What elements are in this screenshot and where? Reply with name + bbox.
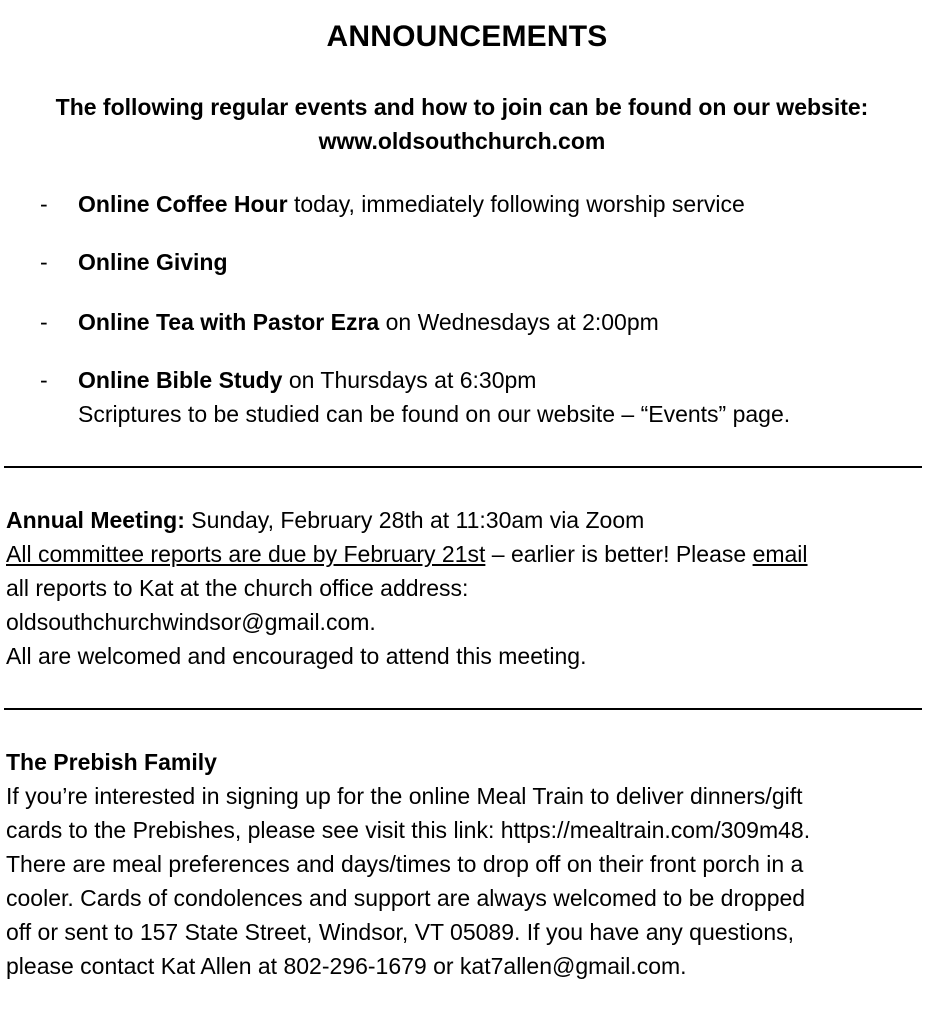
reports-note: – earlier is better! Please xyxy=(485,541,753,567)
paragraph-line: If you’re interested in signing up for the online Meal Train to deliver dinners/gift xyxy=(6,783,803,809)
meal-train-link-line[interactable]: cards to the Prebishes, please see visit this link: https://mealtrain.com/309m48. xyxy=(6,817,811,843)
event-detail: on Wednesdays at 2:00pm xyxy=(379,309,659,335)
intro-text xyxy=(0,90,924,158)
event-name: Online Giving xyxy=(78,249,228,275)
event-name: Online Coffee Hour xyxy=(78,191,288,217)
reports-line: all reports to Kat at the church office address: xyxy=(6,575,469,601)
paragraph-line: cooler. Cards of condolences and support are always welcomed to be dropped xyxy=(6,885,806,911)
annual-meeting-when: Sunday, February 28th at 11:30am via Zoom xyxy=(184,507,645,533)
email-word: email xyxy=(752,541,808,567)
list-dash: - xyxy=(40,367,48,393)
list-dash: - xyxy=(40,191,48,217)
section-divider xyxy=(4,466,922,468)
page-title: ANNOUNCEMENTS xyxy=(326,20,608,53)
event-detail: today, immediately following worship service xyxy=(287,191,745,217)
paragraph-line: There are meal preferences and days/times to drop off on their front porch in a xyxy=(6,851,804,877)
event-detail: on Thursdays at 6:30pm xyxy=(282,367,537,393)
section-divider xyxy=(4,708,922,710)
prebish-section xyxy=(6,745,922,983)
welcome-line: All are welcomed and encouraged to attend this meeting. xyxy=(6,643,587,669)
list-dash: - xyxy=(40,309,48,335)
website-link[interactable]: www.oldsouthchurch.com xyxy=(318,128,606,154)
event-note: Scriptures to be studied can be found on our website – “Events” page. xyxy=(78,401,791,427)
event-name: Online Bible Study xyxy=(78,367,283,393)
prebish-heading: The Prebish Family xyxy=(6,749,217,775)
list-dash: - xyxy=(40,249,48,275)
church-email-address[interactable]: oldsouthchurchwindsor@gmail.com. xyxy=(6,609,376,635)
reports-due-text: All committee reports are due by February 21st xyxy=(6,541,486,567)
annual-meeting-section xyxy=(6,503,922,673)
contact-line: please contact Kat Allen at 802-296-1679 or kat7allen@gmail.com. xyxy=(6,953,687,979)
annual-meeting-heading: Annual Meeting: xyxy=(6,507,185,533)
intro-line-1: The following regular events and how to join can be found on our website: xyxy=(55,94,869,120)
paragraph-line: off or sent to 157 State Street, Windsor, VT 05089. If you have any questions, xyxy=(6,919,795,945)
event-name: Online Tea with Pastor Ezra xyxy=(78,309,380,335)
